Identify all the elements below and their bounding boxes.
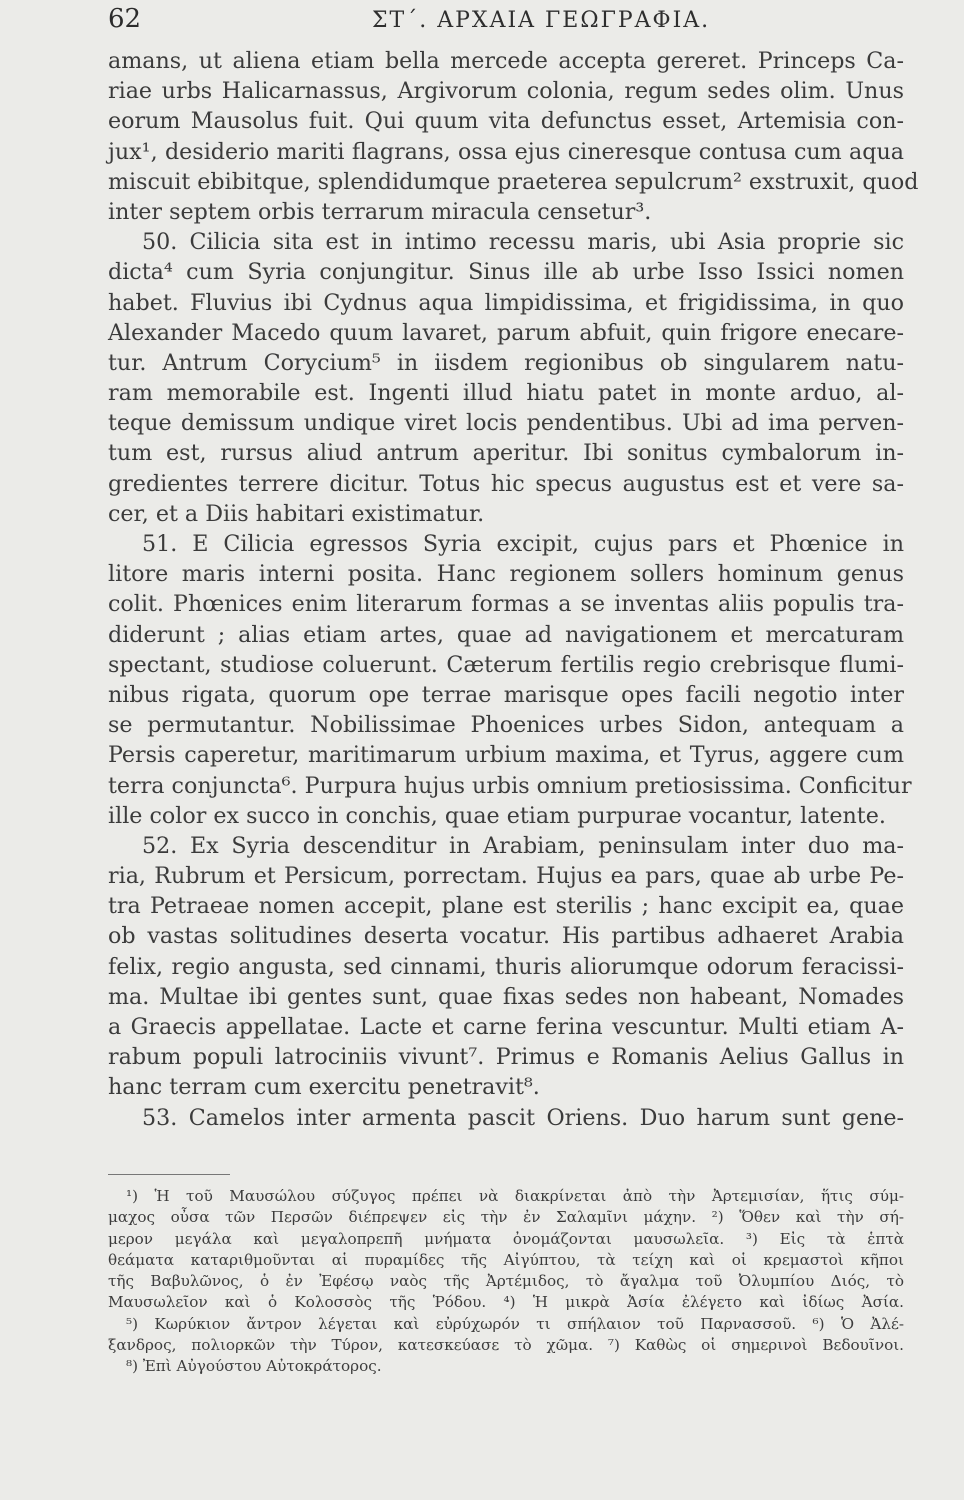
text-line: tum est, rursus aliud antrum aperitur. Ibi sonitus cymbalorum in-: [108, 440, 904, 467]
text-line: amans, ut aliena etiam bella mercede accepta gereret. Princeps Ca-: [108, 48, 904, 74]
text-line: cer, et a Diis habitari existimatur.: [108, 500, 485, 527]
text-line: gredientes terrere dicitur. Totus hic specus augustus est et vere sa-: [108, 470, 904, 497]
paragraph-start-51: 51. E Cilicia egressos Syria excipit, cujus pars et Phœnice in: [142, 531, 904, 557]
text-line: ram memorabile est. Ingenti illud hiatu patet in monte arduo, al-: [108, 380, 904, 407]
footnote-line: τῆς Βαβυλῶνος, ὁ ἐν Ἐφέσῳ ναὸς τῆς Ἀρτέμιδος, τὸ ἄγαλμα τοῦ Ὀλυμπίου Διός, τὸ: [108, 1272, 904, 1291]
text-line: Alexander Macedo quum lavaret, parum abfuit, quin frigore enecare-: [108, 319, 904, 346]
text-line: dicta⁴ cum Syria conjungitur. Sinus ille ab urbe Isso Issici nomen: [108, 259, 904, 286]
text-line: habet. Fluvius ibi Cydnus aqua limpidissima, et frigidissima, in quo: [108, 289, 904, 316]
text-line: diderunt ; alias etiam artes, quae ad navigationem et mercaturam: [108, 621, 904, 648]
footnote-line: μαχος οὖσα τῶν Περσῶν διέπρεψεν εἰς τὴν ἐν Σαλαμῖνι μάχην. ²) Ὅθεν καὶ τὴν σή-: [108, 1208, 904, 1227]
page-number: 62: [108, 4, 142, 34]
text-line: spectant, studiose coluerunt. Cæterum fertilis regio crebrisque flumi-: [108, 651, 904, 678]
text-line: riae urbs Halicarnassus, Argivorum colonia, regum sedes olim. Unus: [108, 78, 904, 105]
paragraph-start-53: 53. Camelos inter armenta pascit Oriens. Duo harum sunt gene-: [142, 1104, 904, 1131]
text-line: felix, regio angusta, sed cinnami, thuris aliorumque odorum feracissi-: [108, 953, 904, 980]
footnotes: [108, 1186, 904, 1378]
text-line: ma. Multae ibi gentes sunt, quae fixas sedes non habeant, Nomades: [108, 983, 904, 1010]
text-line: a Graecis appellatae. Lacte et carne ferina vescuntur. Multi etiam A-: [108, 1014, 904, 1040]
text-line: eorum Mausolus fuit. Qui quum vita defunctus esset, Artemisia con-: [108, 108, 904, 135]
text-line: ille color ex succo in conchis, quae etiam purpurae vocantur, latente.: [108, 802, 886, 829]
text-line: inter septem orbis terrarum miracula censetur³.: [108, 198, 652, 225]
text-line: colit. Phœnices enim literarum formas a se inventas aliis populis tra-: [108, 591, 904, 618]
text-line: ob vastas solitudines deserta vocatur. His partibus adhaeret Arabia: [108, 923, 904, 950]
footnote-line: ⁵) Κωρύκιον ἄντρον λέγεται καὶ εὐρύχωρόν τι σπήλαιον τοῦ Παρνασσοῦ. ⁶) Ὁ Ἀλέ-: [126, 1314, 904, 1333]
footnote-line: θεάματα καταριθμοῦνται αἱ πυραμίδες τῆς Αἰγύπτου, τὰ τείχη καὶ οἱ κρεμαστοὶ κῆποι: [108, 1250, 904, 1269]
text-line: litore maris interni posita. Hanc regionem sollers hominum genus: [108, 561, 904, 588]
text-line: tra Petraeae nomen accepit, plane est sterilis ; hanc excipit ea, quae: [108, 893, 904, 920]
footnote-line: ¹) Ἡ τοῦ Μαυσώλου σύζυγος πρέπει νὰ διακρίνεται ἀπὸ τὴν Ἀρτεμισίαν, ἥτις σύμ-: [126, 1187, 904, 1205]
text-line: miscuit ebibitque, splendidumque praeterea sepulcrum² exstruxit, quod: [108, 168, 919, 195]
page-header: [108, 4, 908, 44]
paragraph-start-52: 52. Ex Syria descenditur in Arabiam, peninsulam inter duo ma-: [142, 832, 904, 859]
footnote-line: ξανδρος, πολιορκῶν τὴν Τύρον, κατεσκεύασε τὸ χῶμα. ⁷) Καθὼς οἱ σημερινοὶ Βεδουῖνοι.: [108, 1336, 904, 1355]
text-line: terra conjuncta⁶. Purpura hujus urbis omnium pretiosissima. Conficitur: [108, 772, 912, 799]
footnote-line: ⁸) Ἐπὶ Αὐγούστου Αὐτοκράτορος.: [126, 1357, 382, 1376]
text-line: se permutantur. Nobilissimae Phoenices urbes Sidon, antequam a: [108, 712, 904, 739]
footnote-line: μερον μεγάλα καὶ μεγαλοπρεπῆ μνήματα ὀνομάζονται μαυσωλεῖα. ³) Εἰς τὰ ἑπτὰ: [108, 1229, 904, 1248]
text-line: tur. Antrum Corycium⁵ in iisdem regionibus ob singularem natu-: [108, 349, 904, 376]
text-line: Persis caperetur, maritimarum urbium maxima, et Tyrus, aggere cum: [108, 742, 904, 769]
text-line: ria, Rubrum et Persicum, porrectam. Hujus ea pars, quae ab urbe Pe-: [108, 863, 904, 890]
paragraph-start-50: 50. Cilicia sita est in intimo recessu maris, ubi Asia proprie sic: [142, 229, 904, 256]
footnote-line: Μαυσωλεῖον καὶ ὁ Κολοσσὸς τῆς Ῥόδου. ⁴) Ἡ μικρὰ Ἀσία ἐλέγετο καὶ ἰδίως Ἀσία.: [108, 1293, 904, 1312]
running-title: ΣΤ΄. ΑΡΧΑΙΑ ΓΕΩΓΡΑΦΙΑ.: [372, 8, 711, 33]
text-line: hanc terram cum exercitu penetravit⁸.: [108, 1074, 540, 1101]
text-line: teque demissum undique viret locis pendentibus. Ubi ad ima perven-: [108, 410, 904, 437]
text-line: jux¹, desiderio mariti flagrans, ossa ejus cineresque contusa cum aqua: [108, 138, 904, 165]
text-line: nibus rigata, quorum ope terrae marisque opes facili negotio inter: [108, 681, 904, 708]
footnote-divider: [108, 1174, 230, 1175]
body-text: [108, 46, 919, 1133]
text-line: rabum populi latrociniis vivunt⁷. Primus e Romanis Aelius Gallus in: [108, 1044, 904, 1071]
